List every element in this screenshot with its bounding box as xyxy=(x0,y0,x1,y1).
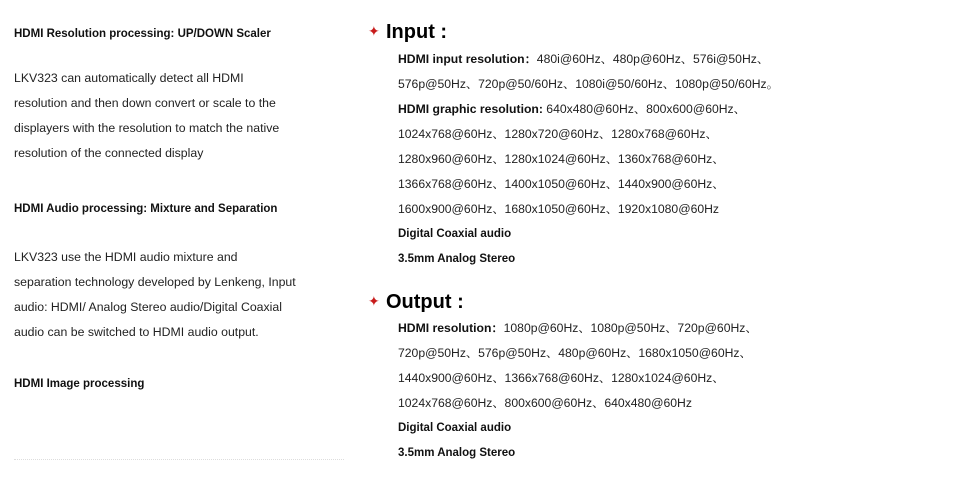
audio-processing-heading: HDMI Audio processing: Mixture and Separation xyxy=(14,203,278,215)
resolution-processing-paragraph xyxy=(14,66,279,166)
paragraph-line: audio: HDMI/ Analog Stereo audio/Digital Coaxial xyxy=(14,300,282,314)
graphic-resolution-line: 1024x768@60Hz、1280x720@60Hz、1280x768@60Hz、 xyxy=(398,127,718,141)
hdmi-input-resolution-line xyxy=(398,47,769,72)
paragraph-line: resolution and then down convert or scale to the xyxy=(14,96,276,110)
hdmi-output-resolution-label: HDMI resolution： xyxy=(398,321,504,335)
divider xyxy=(14,459,344,460)
output-resolution-line: 1440x900@60Hz、1366x768@60Hz、1280x1024@60Hz、 xyxy=(398,371,725,385)
image-processing-heading: HDMI Image processing xyxy=(14,378,145,390)
audio-processing-paragraph xyxy=(14,245,296,345)
hdmi-graphic-resolution-line xyxy=(398,97,746,122)
output-resolution-line: 720p@50Hz、576p@50Hz、480p@60Hz、1680x1050@60Hz、 xyxy=(398,346,752,360)
input-section-title xyxy=(368,16,447,47)
paragraph-line: displayers with the resolution to match the native xyxy=(14,121,280,135)
output-audio-digital-coaxial: Digital Coaxial audio xyxy=(398,422,512,434)
paragraph-line: resolution of the connected display xyxy=(14,146,204,160)
paragraph-line: separation technology developed by Lenkeng, Input xyxy=(14,275,296,289)
paragraph-line: LKV323 use the HDMI audio mixture and xyxy=(14,250,238,264)
graphic-resolution-line: 1280x960@60Hz、1280x1024@60Hz、1360x768@60Hz、 xyxy=(398,152,725,166)
input-title-text: Input : xyxy=(386,21,448,43)
graphic-resolution-line: 1600x900@60Hz、1680x1050@60Hz、1920x1080@60Hz xyxy=(398,202,720,216)
hdmi-graphic-resolution-label: HDMI graphic resolution: xyxy=(398,102,543,116)
hdmi-input-resolution-values: 480i@60Hz、480p@60Hz、576i@50Hz、 xyxy=(536,52,770,66)
resolution-processing-heading: HDMI Resolution processing: UP/DOWN Scaler xyxy=(14,28,271,40)
hdmi-input-resolution-line-2: 576p@50Hz、720p@50/60Hz、1080i@50/60Hz、1080p@50/60Hz。 xyxy=(398,77,779,91)
input-audio-analog-stereo: 3.5mm Analog Stereo xyxy=(398,253,516,265)
hdmi-output-resolution-line xyxy=(398,316,758,341)
diamond-bullet-icon: ✦ xyxy=(368,293,380,309)
input-audio-digital-coaxial: Digital Coaxial audio xyxy=(398,228,512,240)
graphic-resolution-line: 1366x768@60Hz、1400x1050@60Hz、1440x900@60Hz、 xyxy=(398,177,725,191)
paragraph-line: audio can be switched to HDMI audio output. xyxy=(14,325,259,339)
output-title-text: Output : xyxy=(386,291,464,313)
output-resolution-line: 1024x768@60Hz、800x600@60Hz、640x480@60Hz xyxy=(398,396,692,410)
hdmi-input-resolution-label: HDMI input resolution： xyxy=(398,52,537,66)
output-section-title xyxy=(368,286,464,317)
paragraph-line: LKV323 can automatically detect all HDMI xyxy=(14,71,244,85)
hdmi-graphic-resolution-values: 640x480@60Hz、800x600@60Hz、 xyxy=(542,102,746,116)
output-audio-analog-stereo: 3.5mm Analog Stereo xyxy=(398,447,516,459)
diamond-bullet-icon: ✦ xyxy=(368,23,380,39)
hdmi-output-resolution-values: 1080p@60Hz、1080p@50Hz、720p@60Hz、 xyxy=(503,321,758,335)
